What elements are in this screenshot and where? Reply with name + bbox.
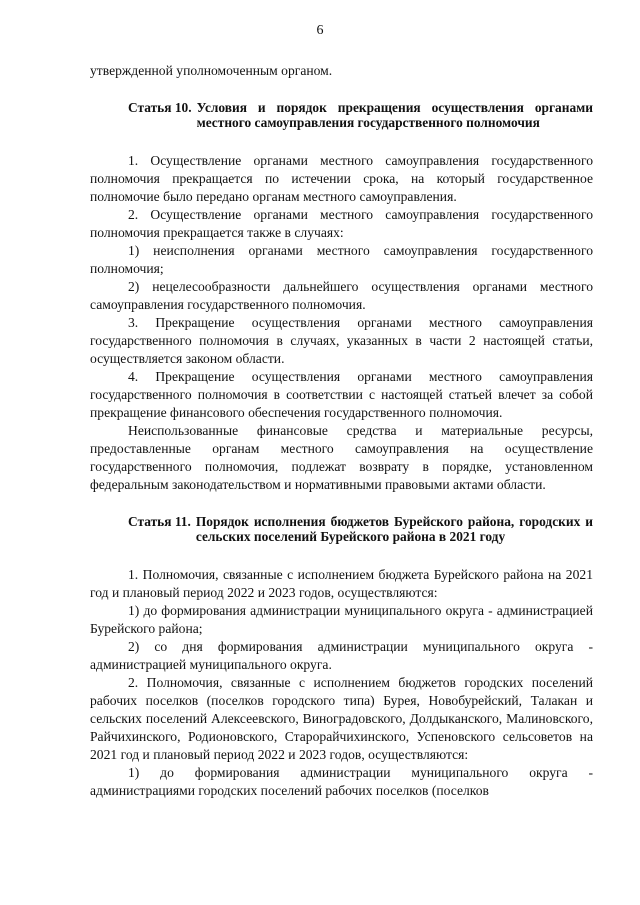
article-11-paragraph: 1) до формирования администрации муниципального округа - администрациями городских поселений рабочих поселков (поселков (90, 765, 593, 798)
article-11-paragraph: 2) со дня формирования администрации муниципального округа - администрацией муниципального округа. (90, 639, 593, 672)
article-11-number: Статья 11. (128, 514, 191, 529)
article-10-paragraph: 1) неисполнения органами местного самоуправления государственного полномочия; (90, 243, 593, 276)
article-11-paragraph: 1. Полномочия, связанные с исполнением бюджета Бурейского района на 2021 год и плановый период 2022 и 2023 годов, осуществляются: (90, 567, 593, 600)
article-10-paragraph: Неиспользованные финансовые средства и материальные ресурсы, предоставленные органам местного самоуправления на осуществление государственного полномочия, подлежат возврату в порядке, установленном федеральным законодательством и нормативными правовыми актами области. (90, 423, 593, 492)
article-10-number: Статья 10. (128, 100, 192, 115)
document-body (90, 62, 593, 800)
continuation-text: утвержденной уполномоченным органом. (90, 63, 333, 78)
article-11-heading (128, 514, 593, 544)
article-10-heading (128, 100, 593, 130)
article-11-paragraph: 2. Полномочия, связанные с исполнением бюджетов городских поселений рабочих поселков (поселков городского типа) Бурея, Новобурейский, Талакан и сельских поселений Алексеевского, Виноградовского, Долдыканского, Малиновского, Райчихинского, Родионовского, Старорайчихинского, Успеновского сельсоветов на 2021 год и плановый период 2022 и 2023 годов, осуществляются: (90, 675, 593, 762)
article-10-title: Условия и порядок прекращения осуществления органами местного самоуправления государственного полномочия (196, 100, 593, 130)
article-10-paragraph: 2. Осуществление органами местного самоуправления государственного полномочия прекращается также в случаях: (90, 207, 593, 240)
article-10-paragraph: 2) нецелесообразности дальнейшего осуществления органами местного самоуправления государственного полномочия. (90, 279, 593, 312)
article-10-paragraph: 4. Прекращение осуществления органами местного самоуправления государственного полномочия в соответствии с настоящей статьей влечет за собой прекращение финансового обеспечения государственного полномочия. (90, 369, 593, 420)
article-10-paragraph: 1. Осуществление органами местного самоуправления государственного полномочия прекращается по истечении срока, на который государственное полномочие было передано органам местного самоуправления. (90, 153, 593, 204)
article-11-title: Порядок исполнения бюджетов Бурейского района, городских и сельских поселений Бурейского района в 2021 году (195, 514, 593, 544)
article-10-paragraph: 3. Прекращение осуществления органами местного самоуправления государственного полномочия в случаях, указанных в части 2 настоящей статьи, осуществляется законом области. (90, 315, 593, 366)
article-11-paragraph: 1) до формирования администрации муниципального округа - администрацией Бурейского района; (90, 603, 593, 636)
page-number: 6 (316, 23, 324, 38)
